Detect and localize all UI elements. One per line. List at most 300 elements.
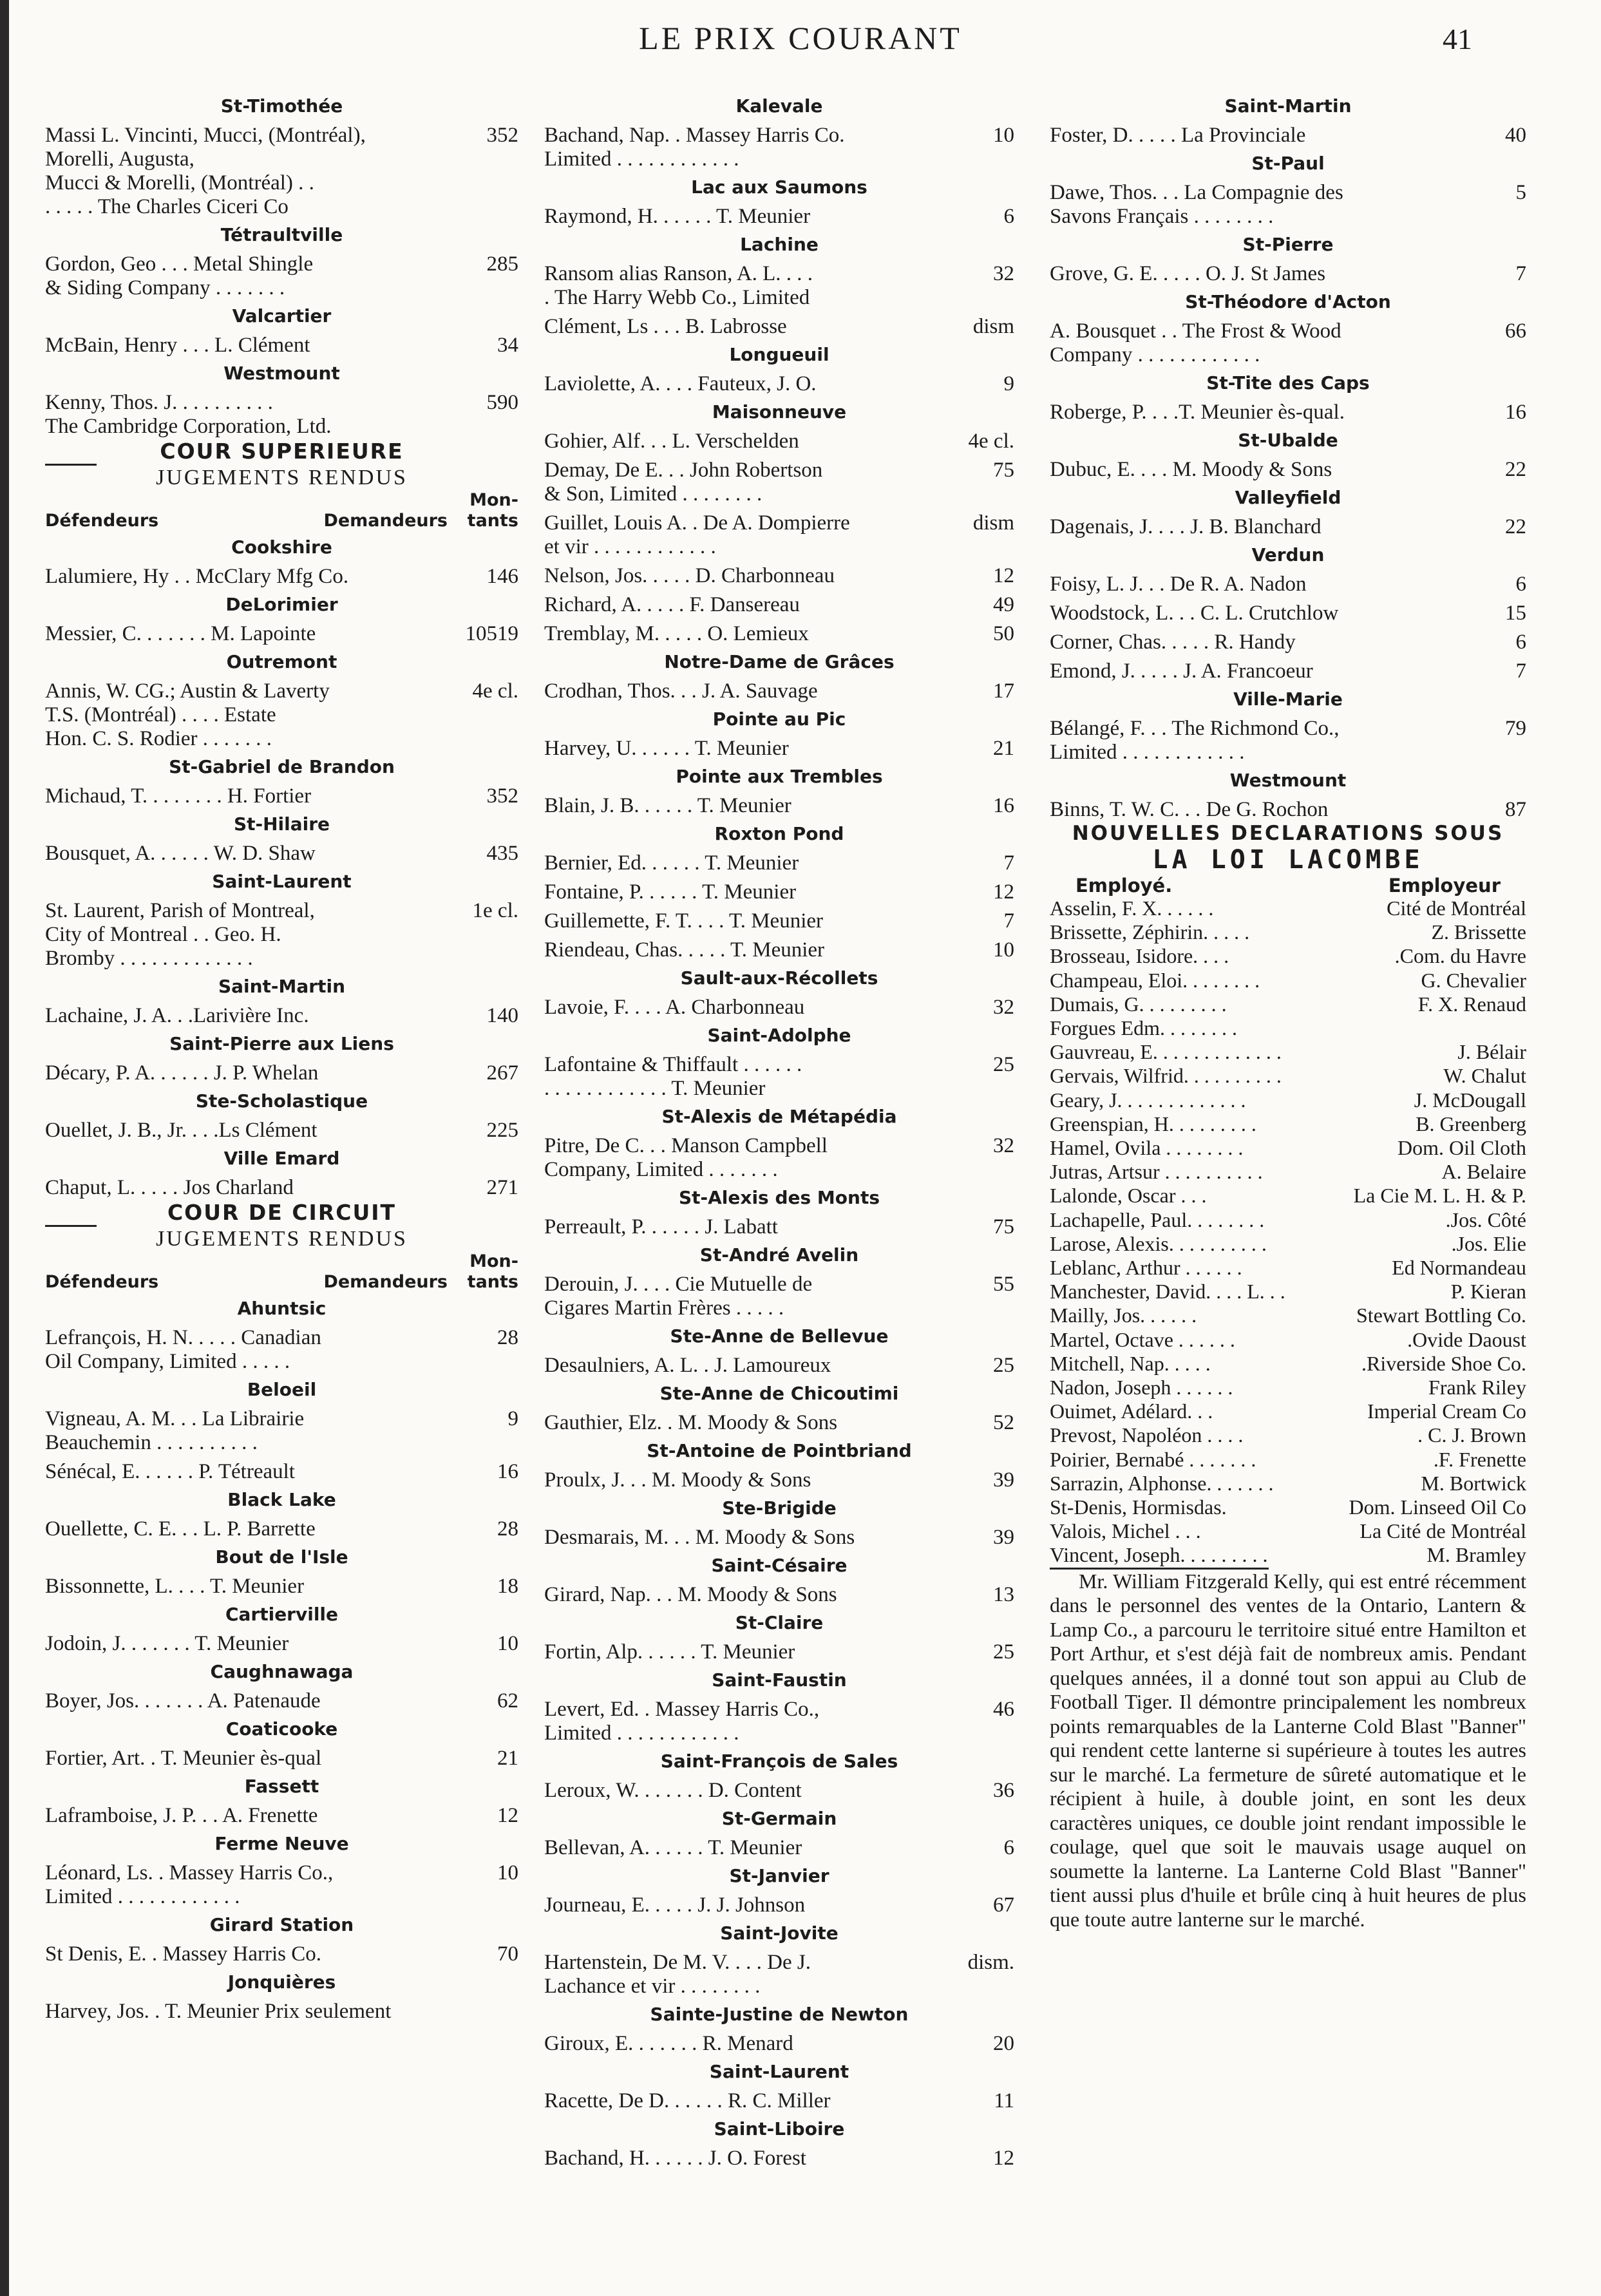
entry-parties: Kenny, Thos. J. . . . . . . . . . The Cambridge Corporation, Ltd. <box>45 391 332 438</box>
entry-amount: 435 <box>486 842 518 865</box>
circuit-list <box>45 1296 518 2024</box>
lacombe-row <box>1050 1040 1526 1064</box>
entry-amount: 28 <box>497 1517 518 1541</box>
entry-parties: Proulx, J. . . M. Moody & Sons <box>544 1468 811 1492</box>
location-heading: Ferme Neuve <box>214 1833 349 1854</box>
judgement-entry <box>45 1575 518 1599</box>
entry-amount: 87 <box>1505 798 1526 821</box>
judgement-entry <box>45 784 518 808</box>
employeur-name: Frank Riley <box>1428 1376 1526 1399</box>
location-heading: St-Pierre <box>1242 234 1334 255</box>
page-binding-edge <box>0 0 9 2296</box>
location-heading: Verdun <box>1251 544 1325 565</box>
judgement-entry <box>1050 515 1526 539</box>
lacombe-row <box>1050 1232 1526 1256</box>
employeur-name: La Cité de Montréal <box>1359 1519 1526 1543</box>
judgement-entry <box>45 1326 518 1374</box>
entry-parties: Levert, Ed. . Massey Harris Co., Limited . . . . . . . . . . . . <box>544 1698 820 1745</box>
lacombe-row <box>1050 1136 1526 1160</box>
judgement-entry <box>45 1407 518 1455</box>
employeur-name: . C. J. Brown <box>1417 1423 1526 1447</box>
entry-parties: Gohier, Alf. . . L. Verschelden <box>544 430 799 453</box>
location-heading: Cookshire <box>231 536 332 558</box>
judgement-entry <box>544 880 1014 904</box>
entry-amount: 22 <box>1505 458 1526 481</box>
entry-parties: Demay, De E. . . John Robertson & Son, Limited . . . . . . . . <box>544 459 823 506</box>
entry-amount <box>454 2000 518 2024</box>
employeur-name: Dom. Oil Cloth <box>1397 1136 1526 1160</box>
entry-amount: 12 <box>993 564 1014 587</box>
lacombe-row <box>1050 897 1526 920</box>
location-heading: Valcartier <box>232 305 332 327</box>
employe-name: Martel, Octave . . . . . . <box>1050 1327 1235 1351</box>
entry-parties: Nelson, Jos. . . . . D. Charbonneau <box>544 564 835 587</box>
employeur-name: Z. Brissette <box>1431 920 1526 944</box>
defendeurs-header: Défendeurs <box>45 511 159 531</box>
lacombe-row <box>1050 1208 1526 1232</box>
entry-parties: Corner, Chas. . . . . R. Handy <box>1050 631 1296 654</box>
employeur-name: .Jos. Elie <box>1451 1231 1526 1255</box>
location-heading: St-André Avelin <box>699 1244 859 1266</box>
location-heading: Pointe au Pic <box>712 708 846 730</box>
entry-parties: Dubuc, E. . . . M. Moody & Sons <box>1050 458 1332 481</box>
entry-parties: Ouellette, C. E. . . L. P. Barrette <box>45 1517 316 1541</box>
entry-amount: 12 <box>993 2147 1014 2170</box>
judgement-entry <box>544 372 1014 396</box>
entry-parties: Raymond, H. . . . . . T. Meunier <box>544 205 811 228</box>
location-heading: Saint-Jovite <box>720 1922 838 1944</box>
employe-name: Prevost, Napoléon . . . . <box>1050 1423 1244 1447</box>
entry-amount: 62 <box>497 1689 518 1713</box>
judgement-entry <box>1050 717 1526 764</box>
employeur-name: Imperial Cream Co <box>1367 1399 1526 1423</box>
location-heading: St-Timothée <box>220 95 343 117</box>
entry-amount: 66 <box>1505 319 1526 343</box>
judgement-entry <box>45 622 518 646</box>
employeur-name: .Ovide Daoust <box>1407 1327 1526 1351</box>
judgement-entry <box>544 1526 1014 1550</box>
judgement-entry <box>1050 798 1526 822</box>
employeur-name: La Cie M. L. H. & P. <box>1353 1184 1526 1208</box>
montants-header: Mon- tants <box>467 490 518 531</box>
employe-name: Nadon, Joseph . . . . . . <box>1050 1376 1233 1399</box>
location-heading: Kalevale <box>735 95 823 117</box>
location-heading: Saint-Pierre aux Liens <box>169 1033 394 1054</box>
kelly-notice: Mr. William Fitzgerald Kelly, qui est entré récemment dans le personnel des ventes de la Ontario, Lantern & Lamp Co., a parcouru le territoire situé entre Hamilton et Port Arthur, et s'est déjà fait de nombreux amis. Pendant quelques années, il a donné tout son appui au Club de Football Tiger. Il démontre principalement les nombreux points remarquables de la Lanterne Cold Blast "Banner" qui rendent cette lanterne si supérieure à toutes les autres sur le marché. La fermeture de sûreté automatique et le récipient à huile, à double joint, en sont les deux caractères uniques, ce double joint rendant impossible le coulage, quel que soit le mauvais usage auquel on soumette la lanterne. La Lanterne Cold Blast "Banner" tient aussi plus d'huile et brûle cinq à huit heures de plus que toute autre lanterne sur le marché. <box>1050 1569 1526 1931</box>
employeur-name: .Riverside Shoe Co. <box>1361 1351 1526 1375</box>
entry-parties: Emond, J. . . . . J. A. Francoeur <box>1050 659 1313 683</box>
judgement-entry <box>1050 573 1526 596</box>
entry-parties: Massi L. Vincinti, Mucci, (Montréal), Morelli, Augusta, Mucci & Morelli, (Montréal) . . . . . . . The Charles Ciceri Co <box>45 124 366 218</box>
entry-amount: 271 <box>486 1176 518 1199</box>
entry-parties: Bousquet, A. . . . . . W. D. Shaw <box>45 842 316 865</box>
entry-amount: 6 <box>1003 205 1014 228</box>
entry-parties: A. Bousquet . . The Frost & Wood Company . . . . . . . . . . . . <box>1050 319 1341 366</box>
judgement-entry <box>1050 631 1526 654</box>
entry-parties: St Denis, E. . Massey Harris Co. <box>45 1942 321 1966</box>
lacombe-row <box>1050 1472 1526 1495</box>
judgement-entry <box>544 1354 1014 1378</box>
judgement-entry <box>544 124 1014 171</box>
entry-parties: Harvey, U. . . . . . T. Meunier <box>544 737 789 760</box>
entry-amount: 67 <box>993 1893 1014 1917</box>
entry-parties: Crodhan, Thos. . . J. A. Sauvage <box>544 679 818 703</box>
employe-name: Leblanc, Arthur . . . . . . <box>1050 1256 1242 1280</box>
entry-parties: Riendeau, Chas. . . . . T. Meunier <box>544 938 825 962</box>
employe-name: Forgues Edm. . . . . . . . <box>1050 1016 1237 1040</box>
location-heading: St-Alexis de Métapédia <box>661 1106 897 1127</box>
employe-name: Gervais, Wilfrid. . . . . . . . . . <box>1050 1064 1282 1088</box>
entry-parties: Sénécal, E. . . . . . P. Tétreault <box>45 1460 295 1483</box>
entry-amount: 7 <box>1003 851 1014 875</box>
judgement-entry <box>45 334 518 357</box>
employeur-name: Stewart Bottling Co. <box>1356 1304 1526 1327</box>
entry-amount: 13 <box>993 1583 1014 1606</box>
entry-parties: Lachaine, J. A. . .Larivière Inc. <box>45 1004 309 1027</box>
location-heading: DeLorimier <box>225 594 338 615</box>
location-heading: Lachine <box>740 234 819 255</box>
location-heading: Saint-Laurent <box>212 871 352 892</box>
entry-parties: Décary, P. A. . . . . . J. P. Whelan <box>45 1061 319 1085</box>
judgement-entry <box>45 1460 518 1484</box>
judgement-entry <box>544 1698 1014 1745</box>
entry-amount: 1e cl. <box>472 899 518 922</box>
employe-name: St-Denis, Hormisdas. <box>1050 1495 1227 1519</box>
location-heading: Ste-Anne de Bellevue <box>670 1325 889 1347</box>
employe-name: Asselin, F. X. . . . . . <box>1050 897 1214 920</box>
judgement-entry <box>45 679 518 751</box>
entry-parties: Léonard, Ls. . Massey Harris Co., Limited . . . . . . . . . . . . <box>45 1861 334 1908</box>
entry-parties: Bélangé, F. . . The Richmond Co., Limited . . . . . . . . . . . . <box>1050 717 1340 764</box>
entry-parties: Roberge, P. . . .T. Meunier ès-qual. <box>1050 401 1345 424</box>
location-heading: Ville Emard <box>223 1148 340 1169</box>
employe-name: Valois, Michel . . . <box>1050 1519 1201 1543</box>
location-heading: Saint-Laurent <box>709 2061 849 2082</box>
judgement-entry <box>1050 262 1526 286</box>
employe-name: Poirier, Bernabé . . . . . . . <box>1050 1447 1256 1471</box>
location-heading: Ville-Marie <box>1233 688 1343 710</box>
location-heading: Saint-Liboire <box>714 2118 845 2139</box>
entry-parties: Dawe, Thos. . . La Compagnie des Savons Français . . . . . . . . <box>1050 181 1343 228</box>
location-heading: Saint-Césaire <box>711 1555 848 1576</box>
judgement-entry <box>1050 458 1526 482</box>
judgement-entry <box>544 1468 1014 1492</box>
location-heading: St-Hilaire <box>233 813 330 835</box>
location-heading: St-Alexis des Monts <box>678 1187 880 1208</box>
column-2-list <box>544 94 1014 2170</box>
judgement-entry <box>1050 124 1526 147</box>
employe-name: Jutras, Artsur . . . . . . . . . . <box>1050 1160 1263 1184</box>
judgement-entry <box>45 1689 518 1713</box>
location-heading: Ste-Brigide <box>722 1497 837 1519</box>
employeur-header: Employeur <box>1388 875 1501 897</box>
entry-amount: 10 <box>497 1632 518 1655</box>
judgement-entry <box>1050 181 1526 229</box>
entry-amount: 9 <box>1003 372 1014 395</box>
entry-amount: 9 <box>507 1407 518 1430</box>
entry-parties: Pitre, De C. . . Manson Campbell Company, Limited . . . . . . . <box>544 1134 828 1181</box>
employeur-name: Ed Normandeau <box>1392 1256 1526 1280</box>
employeur-name: J. Bélair <box>1457 1040 1526 1064</box>
jugements-rendus-heading: JUGEMENTS RENDUS <box>156 466 408 489</box>
entry-parties: Bernier, Ed. . . . . . T. Meunier <box>544 851 799 875</box>
entry-parties: Guillet, Louis A. . De A. Dompierre et vir . . . . . . . . . . . . <box>544 511 850 558</box>
entry-parties: Derouin, J. . . . Cie Mutuelle de Cigares Martin Frères . . . . . <box>544 1273 813 1320</box>
entry-parties: Fortin, Alp. . . . . . T. Meunier <box>544 1640 795 1664</box>
entry-amount: 15 <box>1505 602 1526 625</box>
employe-name: Dumais, G. . . . . . . . . <box>1050 992 1227 1016</box>
judgement-entry <box>45 842 518 866</box>
montants-header: Mon- tants <box>467 1251 518 1292</box>
entry-amount: 7 <box>1515 659 1526 683</box>
entry-amount: 6 <box>1515 631 1526 654</box>
location-heading: Valleyfield <box>1235 487 1341 508</box>
entry-parties: Blain, J. B. . . . . . T. Meunier <box>544 794 791 817</box>
location-heading: Sainte-Justine de Newton <box>650 2004 909 2025</box>
location-heading: St-Antoine de Pointbriand <box>647 1440 912 1461</box>
location-heading: St-Théodore d'Acton <box>1185 291 1391 312</box>
location-heading: St-Paul <box>1251 153 1325 174</box>
entry-parties: Desaulniers, A. L. . J. Lamoureux <box>544 1354 831 1377</box>
employeur-name: W. Chalut <box>1443 1064 1526 1088</box>
lacombe-row <box>1050 1088 1526 1112</box>
entry-parties: Chaput, L. . . . . Jos Charland <box>45 1176 294 1199</box>
entry-amount: 225 <box>486 1119 518 1142</box>
location-heading: St-Claire <box>735 1612 824 1633</box>
entry-amount: 52 <box>993 1411 1014 1434</box>
entry-parties: Boyer, Jos. . . . . . . A. Patenaude <box>45 1689 321 1713</box>
location-heading: Notre-Dame de Grâces <box>664 651 895 672</box>
judgement-entry <box>45 1804 518 1828</box>
location-heading: Fassett <box>244 1776 319 1797</box>
entry-amount: 11 <box>994 2089 1014 2112</box>
location-heading: Black Lake <box>227 1489 336 1510</box>
lacombe-row <box>1050 1184 1526 1208</box>
location-heading: Caughnawaga <box>210 1661 354 1682</box>
lacombe-row <box>1050 920 1526 944</box>
location-heading: St-Janvier <box>729 1865 829 1886</box>
entry-amount: 12 <box>497 1804 518 1827</box>
entry-parties: Binns, T. W. C. . . De G. Rochon <box>1050 798 1329 821</box>
employe-name: Gauvreau, E. . . . . . . . . . . . . <box>1050 1040 1282 1064</box>
judgement-entry <box>1050 401 1526 424</box>
employe-name: Vincent, Joseph. . . . . . . . . <box>1050 1543 1268 1567</box>
entry-amount: 285 <box>486 252 518 276</box>
entry-parties: Bellevan, A. . . . . . T. Meunier <box>544 1836 802 1859</box>
employe-name: Brissette, Zéphirin. . . . . <box>1050 920 1250 944</box>
employe-name: Brosseau, Isidore. . . . <box>1050 944 1229 968</box>
employe-header: Employé. <box>1075 875 1173 897</box>
judgement-entry <box>45 391 518 439</box>
entry-amount: 50 <box>993 622 1014 645</box>
employe-name: Greenspian, H. . . . . . . . . <box>1050 1112 1256 1135</box>
page-number: 41 <box>1443 23 1472 55</box>
judgement-entry <box>544 1951 1014 1998</box>
judgement-entry <box>544 851 1014 875</box>
entry-amount: 16 <box>497 1460 518 1483</box>
employeur-name: B. Greenberg <box>1416 1112 1526 1135</box>
entry-amount: 20 <box>993 2032 1014 2055</box>
lacombe-row <box>1050 1543 1526 1567</box>
top-list <box>45 94 518 439</box>
entry-amount: dism <box>972 315 1014 338</box>
lacombe-row <box>1050 1423 1526 1447</box>
judgement-entry <box>544 1215 1014 1239</box>
employeur-name: A. Belaire <box>1441 1160 1526 1184</box>
lacombe-row <box>1050 1495 1526 1519</box>
column-3-list <box>1050 94 1526 822</box>
judgement-entry <box>45 1747 518 1770</box>
judgement-entry <box>45 565 518 589</box>
column-2 <box>544 90 1014 2170</box>
judgement-entry <box>544 1411 1014 1435</box>
entry-parties: St. Laurent, Parish of Montreal, City of Montreal . . Geo. H. Bromby . . . . . . . . . . . . . <box>45 899 315 970</box>
cour-superieure-heading: COUR SUPERIEURE <box>160 439 404 464</box>
entry-amount: 140 <box>486 1004 518 1027</box>
lacombe-row <box>1050 1112 1526 1136</box>
entry-parties: McBain, Henry . . . L. Clément <box>45 334 310 357</box>
employe-name: Mailly, Jos. . . . . . <box>1050 1304 1197 1327</box>
judgement-entry <box>544 1134 1014 1182</box>
entry-parties: Tremblay, M. . . . . O. Lemieux <box>544 622 809 645</box>
entry-parties: Fontaine, P. . . . . . T. Meunier <box>544 880 797 904</box>
lacombe-row <box>1050 1399 1526 1423</box>
entry-amount: 6 <box>1515 573 1526 596</box>
judgement-entry <box>544 1053 1014 1101</box>
lacombe-row <box>1050 992 1526 1016</box>
entry-amount: 49 <box>993 593 1014 616</box>
lacombe-row <box>1050 1160 1526 1184</box>
judgement-entry <box>45 1176 518 1200</box>
entry-amount: 16 <box>1505 401 1526 424</box>
column-3 <box>1050 90 1526 1931</box>
entry-parties: Gordon, Geo . . . Metal Shingle & Siding Company . . . . . . . <box>45 252 314 299</box>
judgement-entry <box>544 1779 1014 1803</box>
entry-amount: 4e cl. <box>472 679 518 703</box>
judgement-entry <box>544 1273 1014 1320</box>
entry-amount: 352 <box>486 124 518 147</box>
entry-amount: 32 <box>993 262 1014 285</box>
employeur-name: .Jos. Côté <box>1445 1208 1526 1231</box>
employe-name: Lachapelle, Paul. . . . . . . . <box>1050 1208 1265 1231</box>
entry-amount: 21 <box>993 737 1014 760</box>
entry-amount: 267 <box>486 1061 518 1085</box>
judgement-entry <box>544 1893 1014 1917</box>
lacombe-column-headers <box>1050 875 1526 897</box>
judgement-entry <box>45 1061 518 1085</box>
lacombe-subheading: LA LOI LACOMBE <box>1152 845 1424 875</box>
entry-parties: Desmarais, M. . . M. Moody & Sons <box>544 1526 855 1549</box>
entry-parties: Girard, Nap. . . M. Moody & Sons <box>544 1583 837 1606</box>
entry-amount: dism <box>972 511 1014 535</box>
location-heading: Beloeil <box>247 1379 317 1400</box>
entry-parties: Lalumiere, Hy . . McClary Mfg Co. <box>45 565 349 588</box>
entry-parties: Michaud, T. . . . . . . . H. Fortier <box>45 784 312 808</box>
location-heading: Cartierville <box>225 1604 339 1625</box>
entry-amount: 7 <box>1003 909 1014 933</box>
location-heading: Tétraultville <box>220 224 343 245</box>
entry-parties: Foster, D. . . . . La Provinciale <box>1050 124 1306 147</box>
location-heading: Ste-Scholastique <box>195 1090 368 1112</box>
location-heading: Saint-Faustin <box>712 1669 847 1691</box>
employeur-name: .Com. du Havre <box>1394 944 1526 968</box>
judgement-entry <box>544 2147 1014 2170</box>
lacombe-row <box>1050 969 1526 992</box>
judgement-entry <box>544 794 1014 818</box>
entry-parties: Annis, W. CG.; Austin & Laverty T.S. (Montréal) . . . . Estate Hon. C. S. Rodier . . . . . . . <box>45 679 330 750</box>
judgement-entry <box>45 1861 518 1909</box>
entry-amount: 79 <box>1505 717 1526 740</box>
judgement-entry <box>45 899 518 971</box>
location-heading: Ahuntsic <box>237 1298 327 1319</box>
employe-name: Manchester, David. . . . L. . . <box>1050 1280 1285 1304</box>
jugements-rendus-heading: JUGEMENTS RENDUS <box>156 1227 408 1251</box>
lacombe-row <box>1050 944 1526 968</box>
employe-name: Sarrazin, Alphonse. . . . . . . <box>1050 1471 1274 1495</box>
entry-parties: Lefrançois, H. N. . . . . Canadian Oil Company, Limited . . . . . <box>45 1326 321 1373</box>
entry-amount: 36 <box>993 1779 1014 1802</box>
entry-amount: 10 <box>993 124 1014 147</box>
entry-parties: Laviolette, A. . . . Fauteux, J. O. <box>544 372 817 395</box>
entry-parties: Bachand, Nap. . Massey Harris Co. Limited . . . . . . . . . . . . <box>544 124 845 171</box>
judgement-entry <box>544 737 1014 761</box>
entry-parties: Foisy, L. J. . . De R. A. Nadon <box>1050 573 1307 596</box>
judgement-entry <box>544 996 1014 1020</box>
judgement-entry <box>544 430 1014 453</box>
entry-amount: 10519 <box>465 622 518 645</box>
judgement-entry <box>45 1004 518 1028</box>
judgement-entry <box>544 1640 1014 1664</box>
lacombe-row <box>1050 1280 1526 1304</box>
entry-parties: Laframboise, J. P. . . A. Frenette <box>45 1804 318 1827</box>
location-heading: Longueuil <box>729 344 829 365</box>
judgement-entry <box>544 2089 1014 2113</box>
entry-amount: 4e cl. <box>968 430 1014 453</box>
judgement-entry <box>544 909 1014 933</box>
entry-amount: 40 <box>1505 124 1526 147</box>
entry-amount: dism. <box>967 1951 1014 1974</box>
judgement-entry <box>45 124 518 219</box>
entry-amount: 25 <box>993 1053 1014 1076</box>
column-headers <box>45 1251 518 1293</box>
entry-parties: Woodstock, L. . . C. L. Crutchlow <box>1050 602 1339 625</box>
entry-parties: Bissonnette, L. . . . T. Meunier <box>45 1575 305 1598</box>
lacombe-row <box>1050 1352 1526 1376</box>
employeur-name: J. McDougall <box>1414 1088 1526 1112</box>
judgement-entry <box>544 938 1014 962</box>
entry-amount: 6 <box>1003 1836 1014 1859</box>
employe-name: Champeau, Eloi. . . . . . . . <box>1050 968 1260 992</box>
entry-parties: Fortier, Art. . T. Meunier ès-qual <box>45 1747 322 1770</box>
judgement-entry <box>544 564 1014 588</box>
location-heading: Saint-Adolphe <box>707 1025 851 1046</box>
location-heading: St-Ubalde <box>1238 430 1338 451</box>
entry-amount: 55 <box>993 1273 1014 1296</box>
column-1 <box>45 90 518 2024</box>
location-heading: Saint-François de Sales <box>660 1750 898 1772</box>
entry-amount: 7 <box>1515 262 1526 285</box>
location-heading: Saint-Martin <box>1224 95 1352 117</box>
judgement-entry <box>45 252 518 300</box>
judgement-entry <box>1050 319 1526 367</box>
judgement-entry <box>544 622 1014 646</box>
employeur-name: Cité de Montréal <box>1387 897 1526 920</box>
judgement-entry <box>544 593 1014 617</box>
entry-parties: Dagenais, J. . . . J. B. Blanchard <box>1050 515 1322 538</box>
employeur-name: Dom. Linseed Oil Co <box>1349 1495 1526 1519</box>
location-heading: Saint-Martin <box>218 976 346 997</box>
entry-parties: Perreault, P. . . . . . J. Labatt <box>544 1215 778 1238</box>
